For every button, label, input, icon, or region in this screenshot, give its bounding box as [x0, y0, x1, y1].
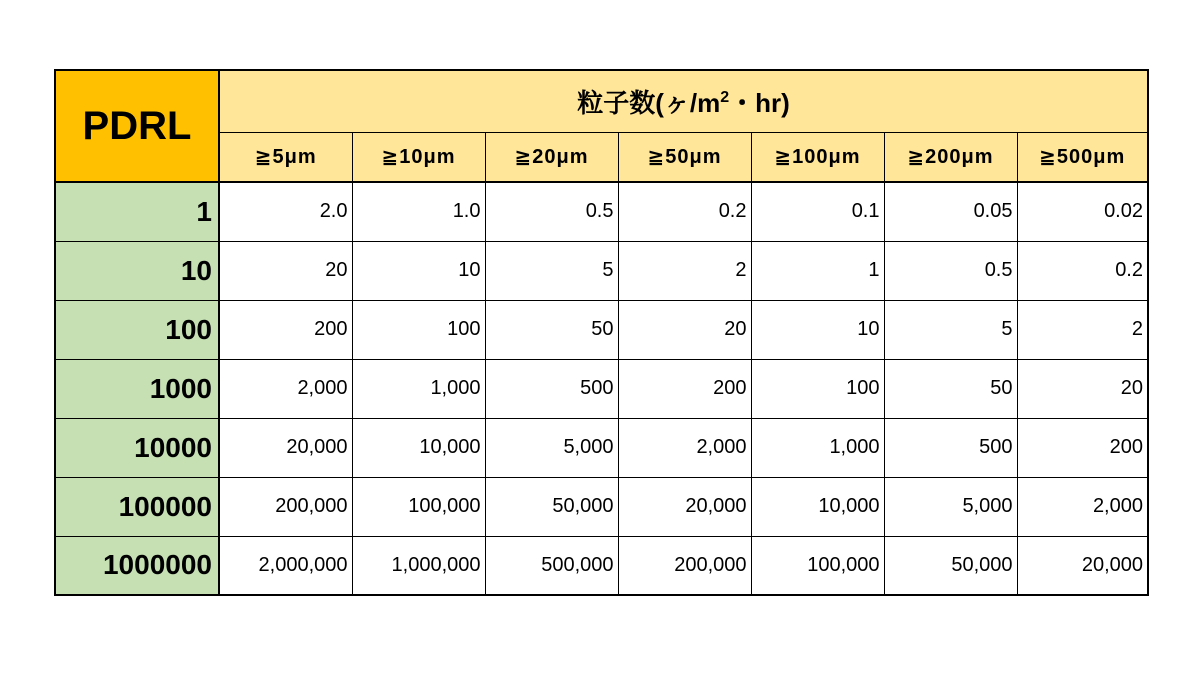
row-header-pdrl-level: 1000000 [55, 536, 219, 595]
table-cell: 100,000 [352, 477, 485, 536]
table-cell: 50,000 [884, 536, 1017, 595]
table-row [55, 359, 1148, 418]
column-header-row [55, 132, 1148, 182]
table-cell: 50 [884, 359, 1017, 418]
group-header-text: 粒子数(ヶ/m [577, 87, 721, 118]
table-cell: 10 [352, 241, 485, 300]
table-row [55, 241, 1148, 300]
table-cell: 5 [485, 241, 618, 300]
table-cell: 50 [485, 300, 618, 359]
table-cell: 200 [1017, 418, 1148, 477]
column-header: ≧10μm [352, 132, 485, 182]
table-cell: 10,000 [352, 418, 485, 477]
row-header-pdrl-level: 10 [55, 241, 219, 300]
row-header-pdrl-level: 1000 [55, 359, 219, 418]
table-cell: 2 [1017, 300, 1148, 359]
table-cell: 5,000 [884, 477, 1017, 536]
table-row [55, 182, 1148, 241]
table-cell: 0.2 [1017, 241, 1148, 300]
table-row [55, 418, 1148, 477]
table-cell: 0.5 [485, 182, 618, 241]
column-header: ≧20μm [485, 132, 618, 182]
table-cell: 2,000 [1017, 477, 1148, 536]
table-cell: 20 [219, 241, 352, 300]
table-cell: 20 [618, 300, 751, 359]
table-cell: 10,000 [751, 477, 884, 536]
table-cell: 20,000 [1017, 536, 1148, 595]
table-cell: 20 [1017, 359, 1148, 418]
table-cell: 5,000 [485, 418, 618, 477]
table-cell: 2.0 [219, 182, 352, 241]
table-cell: 10 [751, 300, 884, 359]
column-header: ≧200μm [884, 132, 1017, 182]
table-cell: 2,000 [219, 359, 352, 418]
row-header-pdrl-level: 100 [55, 300, 219, 359]
table-cell: 0.2 [618, 182, 751, 241]
table-cell: 2 [618, 241, 751, 300]
table-header [55, 70, 1148, 182]
table-row [55, 477, 1148, 536]
group-header-row [55, 70, 1148, 132]
table-cell: 100 [352, 300, 485, 359]
table-row [55, 536, 1148, 595]
table-cell: 20,000 [618, 477, 751, 536]
row-header-pdrl-level: 1 [55, 182, 219, 241]
table-cell: 1 [751, 241, 884, 300]
group-header-suffix: ・hr) [729, 87, 790, 118]
group-header-superscript: 2 [720, 88, 730, 106]
table-cell: 0.1 [751, 182, 884, 241]
table-cell: 5 [884, 300, 1017, 359]
table-cell: 50,000 [485, 477, 618, 536]
table-cell: 200 [618, 359, 751, 418]
table-cell: 0.5 [884, 241, 1017, 300]
table-cell: 500 [884, 418, 1017, 477]
table-cell: 1,000 [751, 418, 884, 477]
column-header: ≧5μm [219, 132, 352, 182]
column-header: ≧50μm [618, 132, 751, 182]
table-cell: 500,000 [485, 536, 618, 595]
pdrl-particle-table [54, 69, 1149, 596]
pdrl-table-container [54, 69, 1149, 596]
table-cell: 0.05 [884, 182, 1017, 241]
table-cell: 200,000 [219, 477, 352, 536]
row-header-pdrl-level: 100000 [55, 477, 219, 536]
table-cell: 1,000 [352, 359, 485, 418]
column-header: ≧100μm [751, 132, 884, 182]
table-cell: 100 [751, 359, 884, 418]
particle-count-group-header [219, 70, 1148, 132]
table-cell: 20,000 [219, 418, 352, 477]
table-cell: 200,000 [618, 536, 751, 595]
table-body [55, 182, 1148, 595]
table-cell: 500 [485, 359, 618, 418]
table-cell: 100,000 [751, 536, 884, 595]
column-header: ≧500μm [1017, 132, 1148, 182]
table-cell: 200 [219, 300, 352, 359]
table-cell: 2,000 [618, 418, 751, 477]
table-row [55, 300, 1148, 359]
table-cell: 2,000,000 [219, 536, 352, 595]
table-cell: 1,000,000 [352, 536, 485, 595]
row-header-pdrl-level: 10000 [55, 418, 219, 477]
table-cell: 1.0 [352, 182, 485, 241]
table-cell: 0.02 [1017, 182, 1148, 241]
corner-header-pdrl: PDRL [55, 70, 219, 182]
